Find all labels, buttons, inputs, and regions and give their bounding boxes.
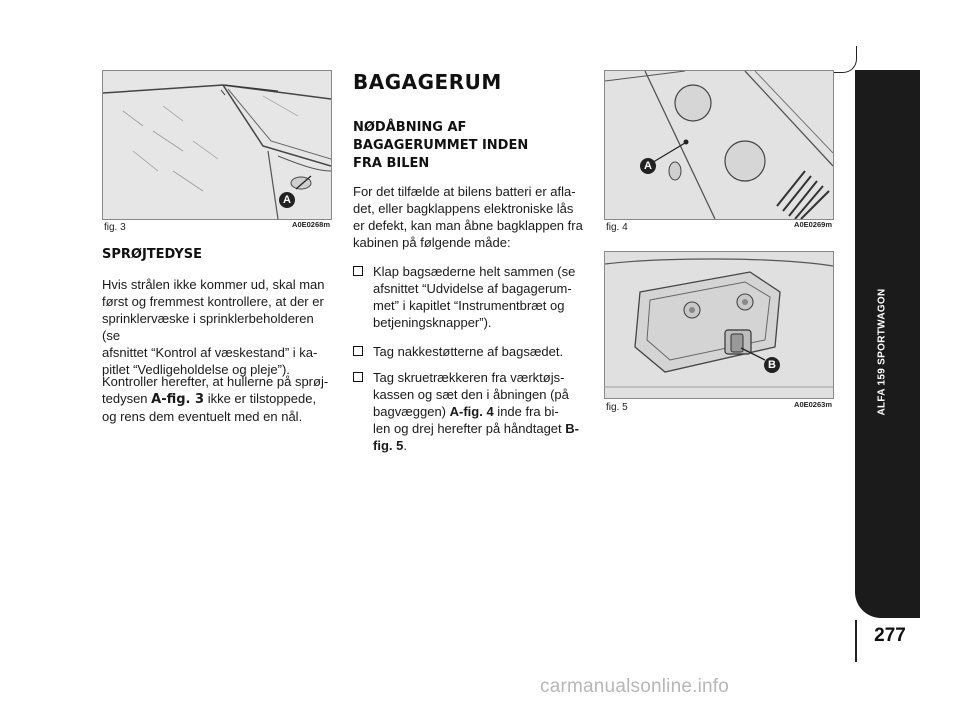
text-line: Tag skruetrækkeren fra værktøjs- bbox=[373, 370, 565, 385]
figure-3-caption: fig. 3 bbox=[104, 222, 126, 233]
text-line: er defekt, kan man åbne bagklappen fra bbox=[353, 218, 583, 233]
figure-5-code: A0E0263m bbox=[794, 400, 832, 409]
marker-b-fig5: B bbox=[764, 357, 780, 373]
text-line: BAGAGERUMMET INDEN bbox=[353, 138, 529, 153]
text-line: Klap bagsæderne helt sammen (se bbox=[373, 264, 576, 279]
nozzle-paragraph-1 bbox=[102, 276, 334, 378]
text-span: tedysen bbox=[102, 391, 152, 406]
figure-3-code: A0E0268m bbox=[292, 220, 330, 229]
text-line: Tag nakkestøtterne af bagsædet. bbox=[373, 344, 564, 359]
washer-nozzle-illustration bbox=[103, 71, 331, 219]
text-line: Hvis strålen ikke kommer ud, skal man bbox=[102, 277, 325, 292]
text-line: Kontroller herefter, at hullerne på sprøj- bbox=[102, 374, 329, 389]
text-span: inde fra bi- bbox=[493, 404, 559, 419]
text-line: og rens dem eventuelt med en nål. bbox=[102, 409, 303, 424]
text-line: NØDÅBNING AF bbox=[353, 120, 467, 135]
text-line: afsnittet “Kontrol af væskestand” i ka- bbox=[102, 345, 318, 360]
text-line: met” i kapitlet “Instrumentbræt og bbox=[373, 298, 565, 313]
marker-a-fig3: A bbox=[279, 192, 295, 208]
section-heading-emergency-opening bbox=[353, 119, 528, 173]
text-line bbox=[373, 437, 579, 454]
figure-4-image bbox=[604, 70, 834, 220]
text-span: ikke er tilstoppede, bbox=[204, 391, 317, 406]
emergency-intro-paragraph bbox=[353, 183, 591, 251]
page-number-line bbox=[855, 620, 857, 662]
figure-reference-b-fig5-part1: B- bbox=[565, 421, 579, 436]
marker-a-fig4: A bbox=[640, 158, 656, 174]
tab-top-curve bbox=[826, 46, 857, 73]
text-line bbox=[373, 420, 579, 437]
page-number: 277 bbox=[874, 625, 906, 646]
watermark-text: carmanualsonline.info bbox=[540, 676, 730, 697]
text-line: For det tilfælde at bilens batteri er afla- bbox=[353, 184, 576, 199]
nozzle-paragraph-2 bbox=[102, 373, 334, 425]
text-line: afsnittet “Udvidelse af bagagerum- bbox=[373, 281, 572, 296]
text-span: bagvæggen) bbox=[373, 404, 450, 419]
text-line: først og fremmest kontrollere, at der er bbox=[102, 294, 324, 309]
text-line: det, eller bagklappens elektroniske lås bbox=[353, 201, 574, 216]
page-title: BAGAGERUM bbox=[353, 70, 502, 94]
text-line: betjeningsknapper”). bbox=[373, 315, 492, 330]
text-span: . bbox=[403, 438, 407, 453]
text-line: pitlet “Vedligeholdelse og pleje”). bbox=[102, 362, 290, 377]
text-line: kassen og sæt den i åbningen (på bbox=[373, 387, 569, 402]
figure-4-code: A0E0269m bbox=[794, 220, 832, 229]
figure-reference-b-fig5-part2: fig. 5 bbox=[373, 438, 404, 453]
text-line bbox=[373, 403, 579, 420]
section-heading-nozzle: SPRØJTEDYSE bbox=[102, 247, 203, 262]
figure-reference-a-fig3: A-fig. 3 bbox=[151, 392, 205, 407]
checkbox-bullet-icon bbox=[353, 266, 363, 276]
figure-3-image bbox=[102, 70, 332, 220]
text-span: len og drej herefter på håndtaget bbox=[373, 421, 566, 436]
figure-5-caption: fig. 5 bbox=[606, 402, 628, 413]
text-line: kabinen på følgende måde: bbox=[353, 235, 511, 250]
text-line bbox=[102, 390, 334, 408]
trunk-wall-opening-illustration bbox=[605, 71, 833, 219]
latch-handle-illustration bbox=[605, 252, 833, 398]
chapter-side-tab-label: ALFA 159 SPORTWAGON bbox=[876, 288, 888, 416]
figure-4-caption: fig. 4 bbox=[606, 222, 628, 233]
chapter-side-tab bbox=[855, 70, 920, 618]
text-line: sprinklervæske i sprinklerbeholderen (se bbox=[102, 311, 314, 343]
checkbox-bullet-icon bbox=[353, 346, 363, 356]
figure-5-image bbox=[604, 251, 834, 399]
text-line: FRA BILEN bbox=[353, 156, 430, 171]
figure-reference-a-fig4: A-fig. 4 bbox=[449, 404, 494, 419]
checkbox-bullet-icon bbox=[353, 372, 363, 382]
